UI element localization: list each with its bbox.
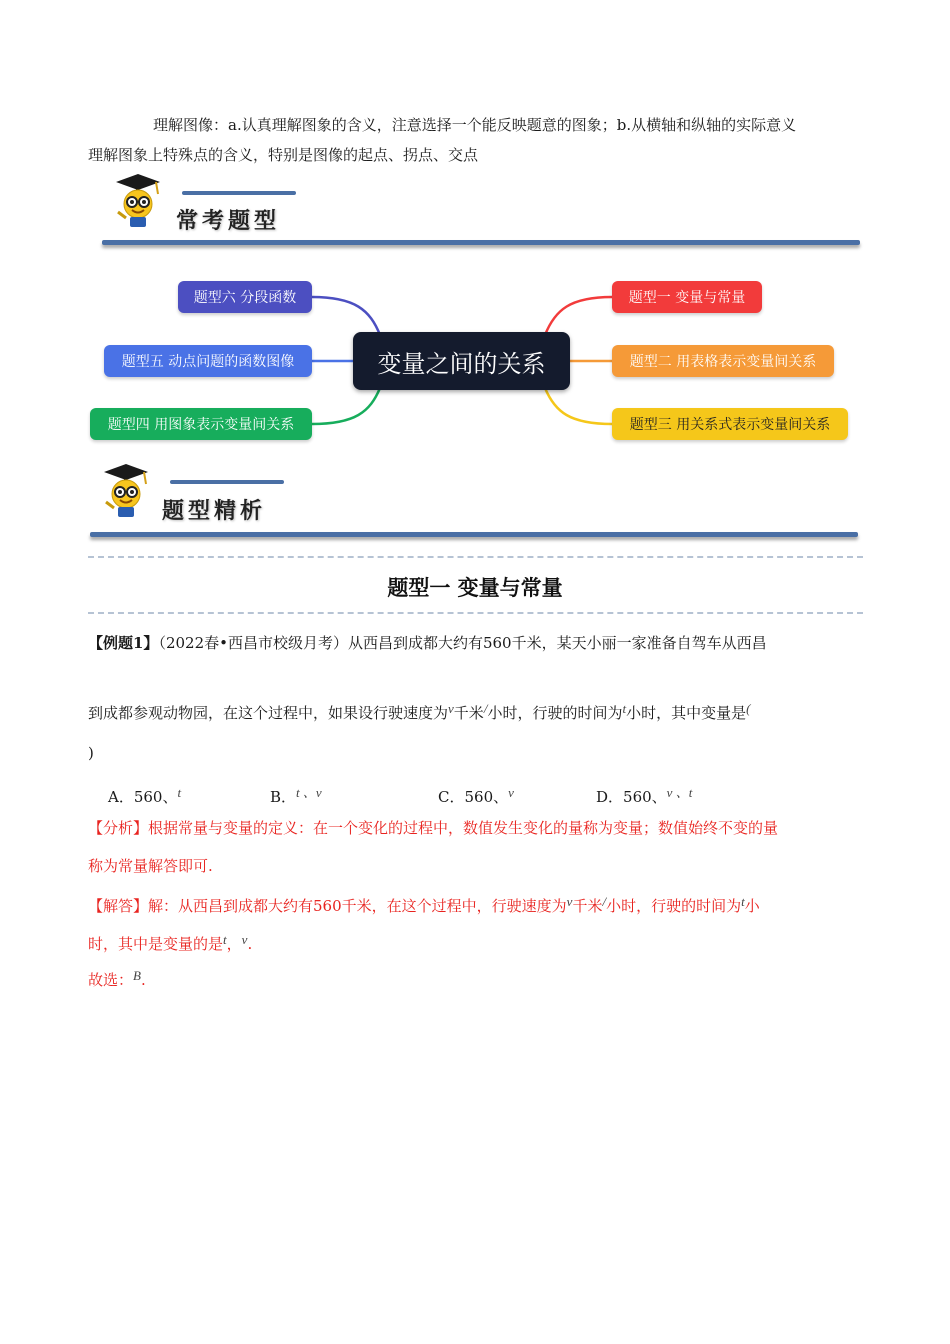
mindmap-node-type1: 题型一 变量与常量	[612, 281, 762, 313]
example-text-1: 从西昌到成都大约有560千米，某天小丽一家准备自驾车从西昌	[347, 634, 767, 652]
section-divider-top	[88, 556, 863, 558]
var-t: t	[622, 701, 627, 716]
intro-line-2: 理解图象上特殊点的含义，特别是图像的起点、拐点、交点	[88, 146, 479, 164]
example-line-2: 到成都参观动物园，在这个过程中，如果设行驶速度为v千米/小时，行驶的时间为t小时，其中变量是(	[88, 701, 751, 722]
analysis-tag: 【分析】	[88, 819, 149, 837]
header-underline	[90, 532, 858, 537]
var-v: v	[448, 701, 454, 716]
mindmap-center: 变量之间的关系	[353, 332, 570, 390]
answer-line-1: 【解答】解：从西昌到成都大约有560千米，在这个过程中，行驶速度为v千米/小时，行驶的时间为t小	[88, 894, 760, 915]
header-accent-bar	[170, 480, 284, 484]
mindmap-node-type4: 题型四 用图象表示变量间关系	[90, 408, 312, 440]
answer-tag: 【解答】	[88, 897, 149, 915]
answer-line-2: 时，其中是变量的是t，v.	[88, 932, 253, 953]
section-title: 题型一 变量与常量	[387, 575, 563, 600]
section-divider-bottom	[88, 612, 863, 614]
example-source: （2022春•西昌市校级月考）	[158, 634, 348, 652]
graduate-mascot-icon	[96, 462, 152, 520]
analysis-line-2: 称为常量解答即可.	[88, 857, 213, 875]
mindmap-node-type2: 题型二 用表格表示变量间关系	[612, 345, 834, 377]
mindmap-node-type6: 题型六 分段函数	[178, 281, 312, 313]
mindmap-node-type3: 题型三 用关系式表示变量间关系	[612, 408, 848, 440]
option-c[interactable]: C．560、v	[438, 785, 514, 806]
option-b[interactable]: B．t 、v	[270, 785, 322, 806]
option-d[interactable]: D．560、v 、t	[596, 785, 693, 806]
header-title-type-analysis: 题型精析	[162, 498, 267, 524]
intro-line-1: 理解图像：a.认真理解图象的含义，注意选择一个能反映题意的图象；b.从横轴和纵轴的实际意义	[153, 116, 797, 134]
example-tag: 【例题1】	[88, 634, 159, 652]
analysis-line-1: 【分析】根据常量与变量的定义：在一个变化的过程中，数值发生变化的量称为变量；数值始终不变的量	[88, 819, 779, 837]
example-line-1	[88, 628, 767, 658]
mindmap-node-type5: 题型五 动点问题的函数图像	[104, 345, 312, 377]
example-paren-close: )	[88, 744, 94, 762]
mindmap-connectors	[0, 0, 950, 460]
option-a[interactable]: A．560、t	[108, 785, 182, 806]
answer-choice: 故选：B.	[88, 968, 146, 989]
header-title-common-types: 常考题型	[176, 208, 281, 234]
